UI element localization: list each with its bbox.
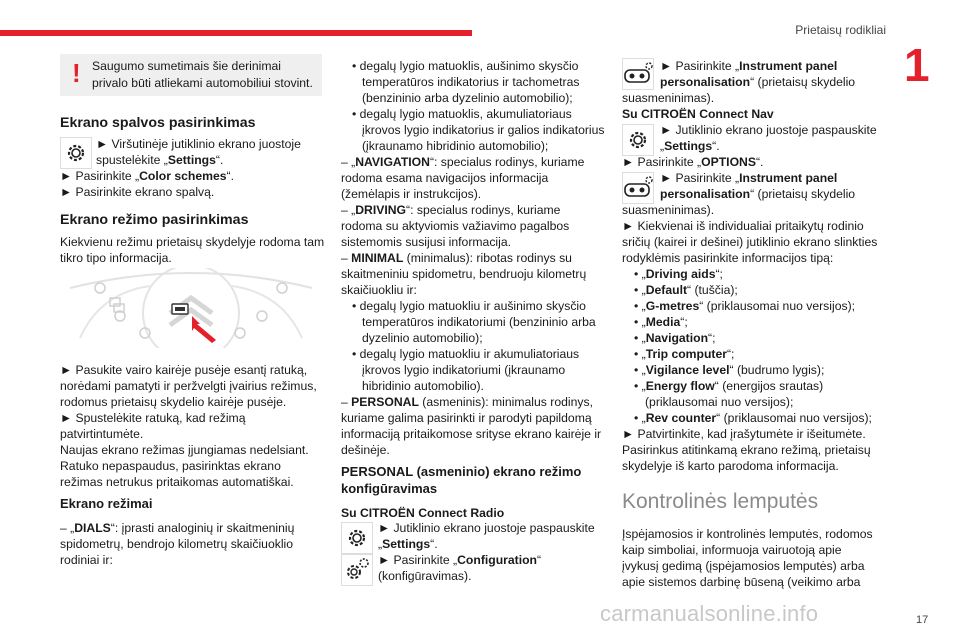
dials-text-3: rodiniai ir: xyxy=(60,553,113,567)
list-item: • „Navigation“; xyxy=(634,331,716,345)
minimal-list-3: dyzelinio automobilio); xyxy=(362,331,483,345)
steps-text-4: ► Spustelėkite ratuką, kad režimą xyxy=(60,411,246,425)
col2-line-4: • degalų lygio matuoklis, akumuliatoriaus xyxy=(352,107,572,121)
header-title: Prietaisų rodikliai xyxy=(795,23,886,37)
col2-line-6: (įkraunamo hibridinio automobilio); xyxy=(362,139,549,153)
list-item: • „Vigilance level“ (budrumo lygis); xyxy=(634,363,825,377)
warning-text-1: Saugumo sumetimais šie derinimai xyxy=(92,59,281,73)
heading-personal-1: PERSONAL (asmeninio) ekrano režimo xyxy=(341,464,582,479)
nav-step-4: ► Pasirinkite „Instrument panel xyxy=(660,171,838,185)
area-text-2: sričių (kairei ir dešinei) jutiklinio ekrano slinkties xyxy=(622,235,878,249)
personal-text-3: informaciją pritaikomose srityse ekrano kairėje ir xyxy=(341,427,602,441)
minimal-list-2: temperatūros indikatoriumi (benzininio arba xyxy=(362,315,596,329)
col2-line-3: (benzininio arba dyzelinio automobilio); xyxy=(362,91,573,105)
nav-step-6: suasmeninimas). xyxy=(622,203,715,217)
area-text-1: ► Kiekvienai iš individualiai pritaikytų rodinio xyxy=(622,219,864,233)
heading-screen-mode: Ekrano režimo pasirinkimas xyxy=(60,212,249,228)
warning-text-2: privalo būti atliekami automobiliui stovint. xyxy=(92,76,313,90)
nav-radio-step-1: ► Pasirinkite „Instrument panel xyxy=(660,59,838,73)
color-step-1a: ► Viršutinėje jutiklinio ekrano juostoje xyxy=(96,137,301,151)
nav-step-3: ► Pasirinkite „OPTIONS“. xyxy=(622,155,764,169)
col2-line-1: • degalų lygio matuoklis, aušinimo skysčio xyxy=(352,59,579,73)
settings-gear-icon xyxy=(341,522,373,554)
color-step-3: ► Pasirinkite ekrano spalvą. xyxy=(60,185,215,199)
driving-text-3: sistemomis susijusi informacija. xyxy=(341,235,511,249)
steps-text-7: Ratuko nepaspaudus, pasirinktas ekrano xyxy=(60,459,281,473)
confirm-text-2: Pasirinkus atitinkamą ekrano režimą, prietaisų xyxy=(622,443,871,457)
personal-text-2: kuriame galima pasirinkti ir parodyti papildomą xyxy=(341,411,592,425)
warning-exclamation-icon: ! xyxy=(72,58,81,88)
nav-step-1: ► Jutiklinio ekrano juostoje paspauskite xyxy=(660,123,877,137)
list-item: • „Media“; xyxy=(634,315,688,329)
personal-text-1: – PERSONAL (asmeninis): minimalus rodinys, xyxy=(341,395,593,409)
confirm-text-3: skydelyje iš karto parodoma informacija. xyxy=(622,459,839,473)
minimal-list-1: • degalų lygio matuokliu ir aušinimo skysčio xyxy=(352,299,586,313)
minimal-text-3: skaičiuokliu ir: xyxy=(341,283,417,297)
instrument-panel-icon xyxy=(622,172,654,204)
area-text-3: rodyklėmis pasirinkite informacijos tipą: xyxy=(622,251,834,265)
confirm-text-1: ► Patvirtinkite, kad įrašytumėte ir išeitumėte. xyxy=(622,427,866,441)
lamps-text-3: įvykusį gedimą (įspėjamosios lemputės) arba xyxy=(622,559,865,573)
heading-personal-2: konfigūravimas xyxy=(341,481,438,496)
nav-step-5: personalisation“ (prietaisų skydelio xyxy=(660,187,856,201)
mode-text-1: Kiekvienu režimu prietaisų skydelyje rodoma tam xyxy=(60,235,325,249)
col2-line-5: įkrovos lygio indikatorius ir galios indikatorius xyxy=(362,123,605,137)
minimal-text-2: skaitmeniniu spidometru, bendruoju kilometrų xyxy=(341,267,587,281)
color-step-2: ► Pasirinkite „Color schemes“. xyxy=(60,169,234,183)
radio-step-2: „Settings“. xyxy=(378,537,438,551)
heading-connect-radio: Su CITROËN Connect Radio xyxy=(341,506,505,520)
nav-radio-step-2: personalisation“ (prietaisų skydelio xyxy=(660,75,856,89)
heading-screen-modes: Ekrano režimai xyxy=(60,496,153,511)
steps-text-5: patvirtintumėte. xyxy=(60,427,144,441)
steps-text-2: norėdami pamatyti ir peržvelgti įvairius režimus, xyxy=(60,379,317,393)
lamps-text-2: kaip simboliai, informuoja vairuotoją apie xyxy=(622,543,842,557)
minimal-list-4: • degalų lygio matuokliu ir akumuliatoriaus xyxy=(352,347,580,361)
header-red-bar xyxy=(0,30,472,36)
personal-text-4: dešinėje. xyxy=(341,443,390,457)
nav-radio-step-3: suasmeninimas). xyxy=(622,91,715,105)
list-item: • „Default“ (tuščia); xyxy=(634,283,738,297)
page-number: 17 xyxy=(916,614,929,626)
heading-screen-color: Ekrano spalvos pasirinkimas xyxy=(60,115,256,131)
lamps-text-1: Įspėjamosios ir kontrolinės lemputės, rodomos xyxy=(622,527,873,541)
col2-line-2: temperatūros indikatorius ir tachometras xyxy=(362,75,580,89)
configuration-gear-icon xyxy=(341,554,373,586)
settings-gear-icon xyxy=(622,124,654,156)
mode-text-2: tikro tipo informacija. xyxy=(60,251,172,265)
dials-text-2: spidometrų, bendrojo kilometrų skaičiuoklio xyxy=(60,537,294,551)
list-item: • „G-metres“ (priklausomai nuo versijos); xyxy=(634,299,856,313)
navigation-text-3: (žemėlapis ir instrukcijos). xyxy=(341,187,482,201)
heading-connect-nav: Su CITROËN Connect Nav xyxy=(622,107,774,121)
minimal-text-1: – MINIMAL (minimalus): ribotas rodinys su xyxy=(341,251,572,265)
navigation-text-2: rodoma esama navigacijos informacija xyxy=(341,171,549,185)
radio-step-3: ► Pasirinkite „Configuration“ xyxy=(378,553,542,567)
driving-text-2: rodoma su aktyviomis važiavimo pagalbos xyxy=(341,219,570,233)
steps-text-8: režimas netrukus pritaikomas automatiškai. xyxy=(60,475,294,489)
radio-step-1: ► Jutiklinio ekrano juostoje paspauskite xyxy=(378,521,595,535)
instrument-panel-icon xyxy=(622,58,654,90)
heading-warning-lamps: Kontrolinės lemputės xyxy=(622,490,819,513)
navigation-text-1: – „NAVIGATION“: specialus rodinys, kuriame xyxy=(341,155,585,169)
minimal-list-6: hibridinio automobilio). xyxy=(362,379,484,393)
minimal-list-5: įkrovos lygio indikatoriumi (įkraunamo xyxy=(362,363,566,377)
dials-text-1: – „DIALS“: įprasti analoginių ir skaitmeninių xyxy=(60,521,295,535)
steps-text-1: ► Pasukite vairo kairėje pusėje esantį ratuką, xyxy=(60,363,308,377)
lamps-text-4: apie sistemos darbinę būseną (veikimo arba xyxy=(622,575,861,589)
list-item: • „Trip computer“; xyxy=(634,347,735,361)
watermark: carmanualsonline.info xyxy=(600,601,819,626)
color-step-1b: spustelėkite „Settings“. xyxy=(96,153,224,167)
list-item: • „Energy flow“ (energijos srautas) xyxy=(634,379,824,393)
settings-gear-icon xyxy=(60,137,92,169)
list-item: • „Driving aids“; xyxy=(634,267,723,281)
steps-text-3: rodomus prietaisų skydelio kairėje pusėje. xyxy=(60,395,287,409)
nav-step-2: „Settings“. xyxy=(660,139,720,153)
steering-wheel-illustration xyxy=(60,268,322,348)
radio-step-4: (konfigūravimas). xyxy=(378,569,472,583)
steps-text-6: Naujas ekrano režimas įjungiamas nedelsiant. xyxy=(60,443,309,457)
chapter-number: 1 xyxy=(904,39,930,91)
driving-text-1: – „DRIVING“: specialus rodinys, kuriame xyxy=(341,203,561,217)
list-item: • „Rev counter“ (priklausomai nuo versijos); xyxy=(634,411,872,425)
list-item-continuation: (priklausomai nuo versijos); xyxy=(645,395,794,409)
